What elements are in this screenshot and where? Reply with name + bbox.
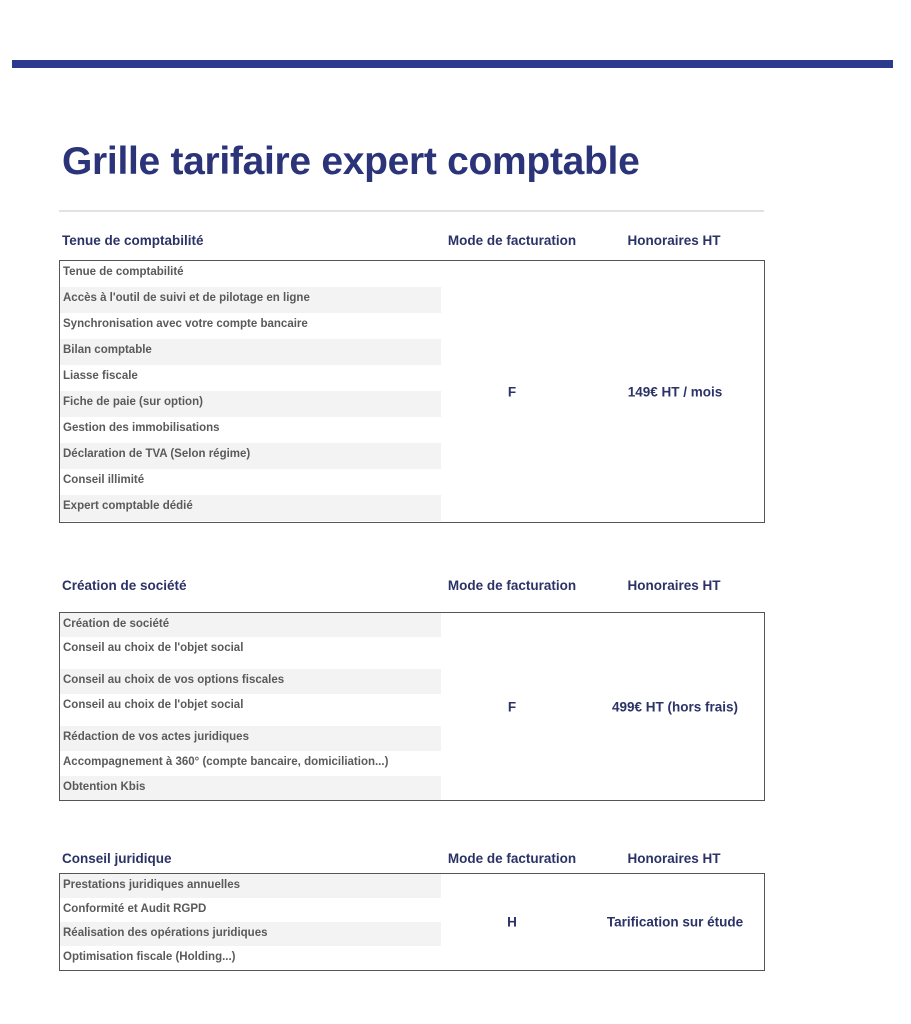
fees-header: Honoraires HT (627, 233, 721, 248)
mode-header: Mode de facturation (447, 578, 577, 593)
service-row: Gestion des immobilisations (63, 422, 220, 434)
divider (59, 210, 764, 212)
service-row: Accès à l'outil de suivi et de pilotage en ligne (60, 287, 441, 313)
service-row: Accompagnement à 360° (compte bancaire, domiciliation...) (63, 756, 389, 768)
service-row: Tenue de comptabilité (63, 266, 184, 278)
billing-mode: H (507, 914, 517, 930)
service-row: Obtention Kbis (60, 776, 441, 800)
billing-mode: F (507, 384, 517, 399)
service-row: Prestations juridiques annuelles (60, 874, 441, 898)
service-row: Conseil au choix de l'objet social (63, 642, 244, 654)
mode-header: Mode de facturation (447, 233, 577, 248)
section-conseil-juridique (59, 851, 765, 971)
fees-value: 499€ HT (hors frais) (611, 699, 739, 714)
service-row: Expert comptable dédié (60, 495, 441, 521)
service-row: Conformité et Audit RGPD (63, 903, 207, 915)
service-row: Déclaration de TVA (Selon régime) (60, 443, 441, 469)
section-creation-societe (59, 578, 765, 801)
fees-header: Honoraires HT (627, 851, 721, 866)
service-row: Conseil illimité (63, 474, 145, 486)
service-row: Rédaction de vos actes juridiques (60, 726, 441, 751)
top-accent-bar (12, 60, 893, 68)
service-row: Conseil au choix de l'objet social (63, 699, 244, 711)
service-row: Fiche de paie (sur option) (60, 391, 441, 417)
service-row: Réalisation des opérations juridiques (60, 922, 441, 946)
service-row: Synchronisation avec votre compte bancaire (63, 318, 308, 330)
page-title: Grille tarifaire expert comptable (62, 140, 640, 183)
service-row: Création de société (60, 613, 441, 637)
service-row: Optimisation fiscale (Holding...) (63, 951, 236, 963)
service-row: Liasse fiscale (63, 370, 138, 382)
mode-header: Mode de facturation (447, 851, 577, 866)
section-heading: Tenue de comptabilité (62, 233, 204, 248)
fees-value: 149€ HT / mois (627, 384, 723, 399)
section-heading: Création de société (62, 578, 187, 593)
service-row: Conseil au choix de vos options fiscales (60, 669, 441, 694)
pricing-table (59, 612, 765, 801)
pricing-table (59, 873, 765, 971)
section-tenue-comptabilite (59, 233, 765, 523)
fees-header: Honoraires HT (627, 578, 721, 593)
fees-value: Tarification sur étude (606, 914, 744, 930)
pricing-table (59, 260, 765, 523)
section-heading: Conseil juridique (62, 851, 172, 866)
service-row: Bilan comptable (60, 339, 441, 365)
billing-mode: F (507, 699, 517, 714)
